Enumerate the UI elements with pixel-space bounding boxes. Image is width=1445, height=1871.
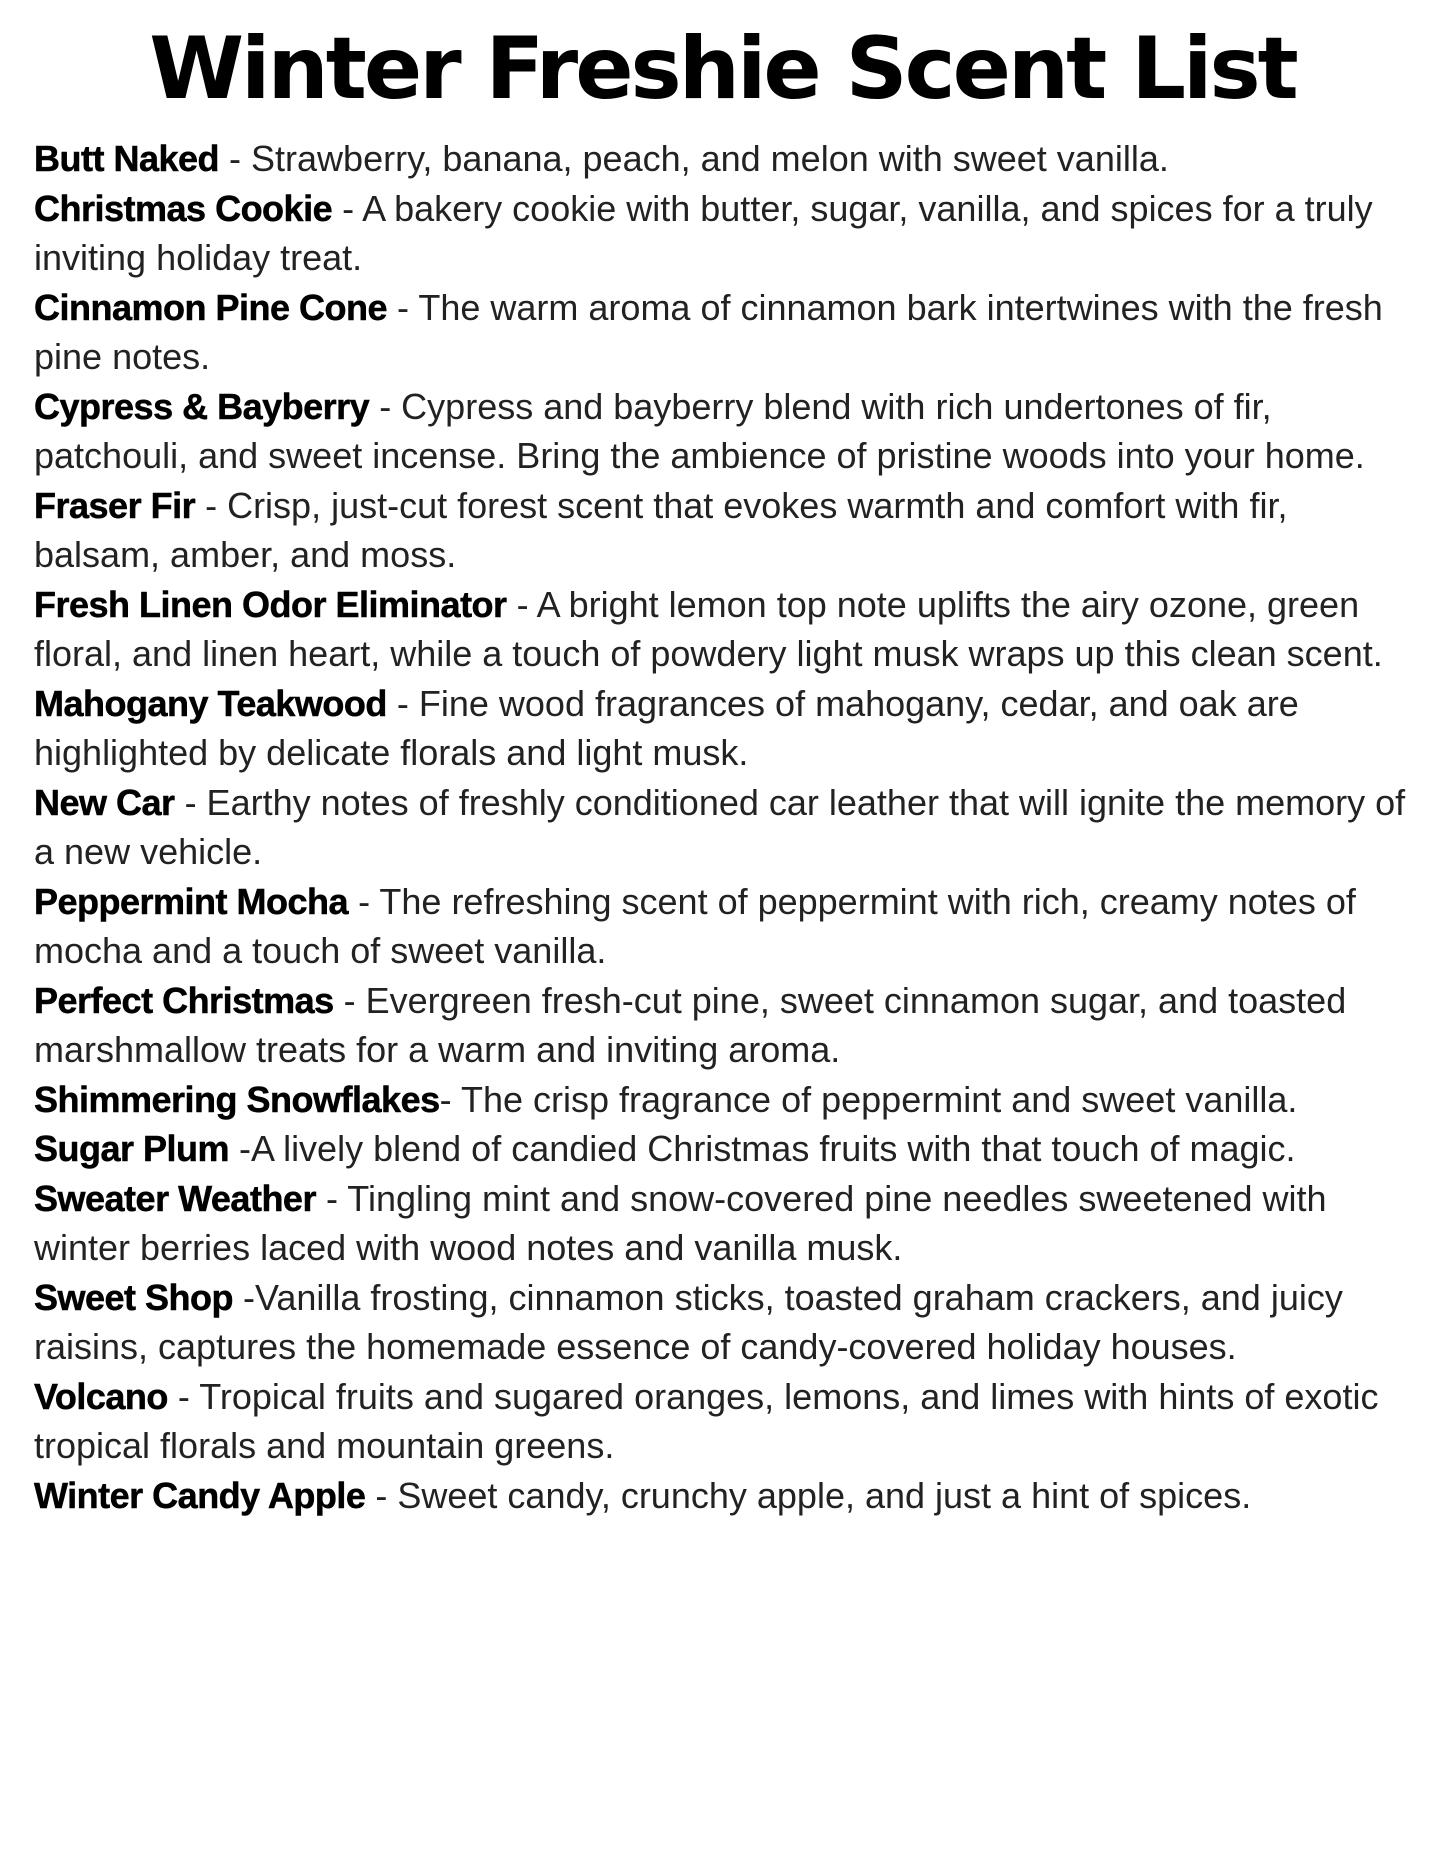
scent-entry-sweet-shop — [34, 1273, 1411, 1372]
scent-entry-winter-candy-apple — [34, 1471, 1411, 1521]
scent-description: - Tropical fruits and sugared oranges, lemons, and limes with hints of exotic tropical florals and mountain greens. — [34, 1375, 1379, 1467]
scent-entry-christmas-cookie — [34, 184, 1411, 283]
scent-entry-butt-naked — [34, 134, 1411, 184]
scent-entry-cypress-bayberry — [34, 382, 1411, 481]
scent-name: Sweet Shop — [34, 1276, 234, 1318]
scent-name: Perfect Christmas — [34, 979, 334, 1021]
scent-name: Sweater Weather — [34, 1177, 316, 1219]
scent-name: Winter Candy Apple — [34, 1474, 366, 1516]
scent-name: Cypress & Bayberry — [34, 385, 370, 427]
scent-entry-fresh-linen-odor-eliminator — [34, 580, 1411, 679]
scent-description: - Cypress and bayberry blend with rich undertones of fir, patchouli, and sweet incense. Bring the ambience of pristine woods into your home. — [34, 385, 1365, 477]
scent-name: New Car — [34, 781, 175, 823]
scent-description: -A lively blend of candied Christmas fruits with that touch of magic. — [229, 1128, 1296, 1170]
scent-description: - Sweet candy, crunchy apple, and just a hint of spices. — [365, 1474, 1252, 1516]
scent-description: -Vanilla frosting, cinnamon sticks, toasted graham crackers, and juicy raisins, captures the homemade essence of candy-covered holiday houses. — [34, 1276, 1343, 1368]
scent-name: Peppermint Mocha — [34, 880, 349, 922]
scent-entry-mahogany-teakwood — [34, 679, 1411, 778]
scent-name: Butt Naked — [34, 138, 220, 180]
scent-list — [34, 134, 1411, 1520]
scent-entry-cinnamon-pine-cone — [34, 283, 1411, 382]
scent-description: - Evergreen fresh-cut pine, sweet cinnamon sugar, and toasted marshmallow treats for a warm and inviting aroma. — [34, 979, 1347, 1071]
scent-description: - The crisp fragrance of peppermint and sweet vanilla. — [439, 1078, 1298, 1120]
scent-entry-sugar-plum — [34, 1124, 1411, 1174]
scent-entry-peppermint-mocha — [34, 877, 1411, 976]
scent-description: - The warm aroma of cinnamon bark intertwines with the fresh pine notes. — [34, 286, 1383, 378]
scent-entry-fraser-fir — [34, 481, 1411, 580]
scent-description: - The refreshing scent of peppermint with rich, creamy notes of mocha and a touch of sweet vanilla. — [34, 880, 1356, 972]
scent-entry-volcano — [34, 1372, 1411, 1471]
scent-name: Fraser Fir — [34, 484, 196, 526]
scent-entry-shimmering-snowflakes — [34, 1075, 1411, 1125]
scent-name: Mahogany Teakwood — [34, 682, 387, 724]
scent-description: - A bakery cookie with butter, sugar, vanilla, and spices for a truly inviting holiday treat. — [34, 187, 1373, 279]
scent-name: Cinnamon Pine Cone — [34, 286, 388, 328]
scent-description: - Crisp, just-cut forest scent that evokes warmth and comfort with fir, balsam, amber, and moss. — [34, 484, 1288, 576]
scent-entry-perfect-christmas — [34, 976, 1411, 1075]
scent-name: Fresh Linen Odor Eliminator — [34, 583, 507, 625]
scent-description: - Strawberry, banana, peach, and melon with sweet vanilla. — [219, 138, 1169, 180]
scent-entry-sweater-weather — [34, 1174, 1411, 1273]
scent-description: - Earthy notes of freshly conditioned car leather that will ignite the memory of a new vehicle. — [34, 781, 1406, 873]
page-title: Winter Freshie Scent List — [149, 19, 1296, 119]
scent-name: Shimmering Snowflakes — [34, 1078, 440, 1120]
scent-name: Volcano — [34, 1375, 168, 1417]
scent-name: Christmas Cookie — [34, 187, 333, 229]
scent-description: - Fine wood fragrances of mahogany, cedar, and oak are highlighted by delicate florals and light musk. — [34, 682, 1299, 774]
scent-entry-new-car — [34, 778, 1411, 877]
scent-name: Sugar Plum — [34, 1128, 230, 1170]
scent-description: - A bright lemon top note uplifts the airy ozone, green floral, and linen heart, while a touch of powdery light musk wraps up this clean scent. — [34, 583, 1383, 675]
scent-description: - Tingling mint and snow-covered pine needles sweetened with winter berries laced with wood notes and vanilla musk. — [34, 1177, 1327, 1269]
